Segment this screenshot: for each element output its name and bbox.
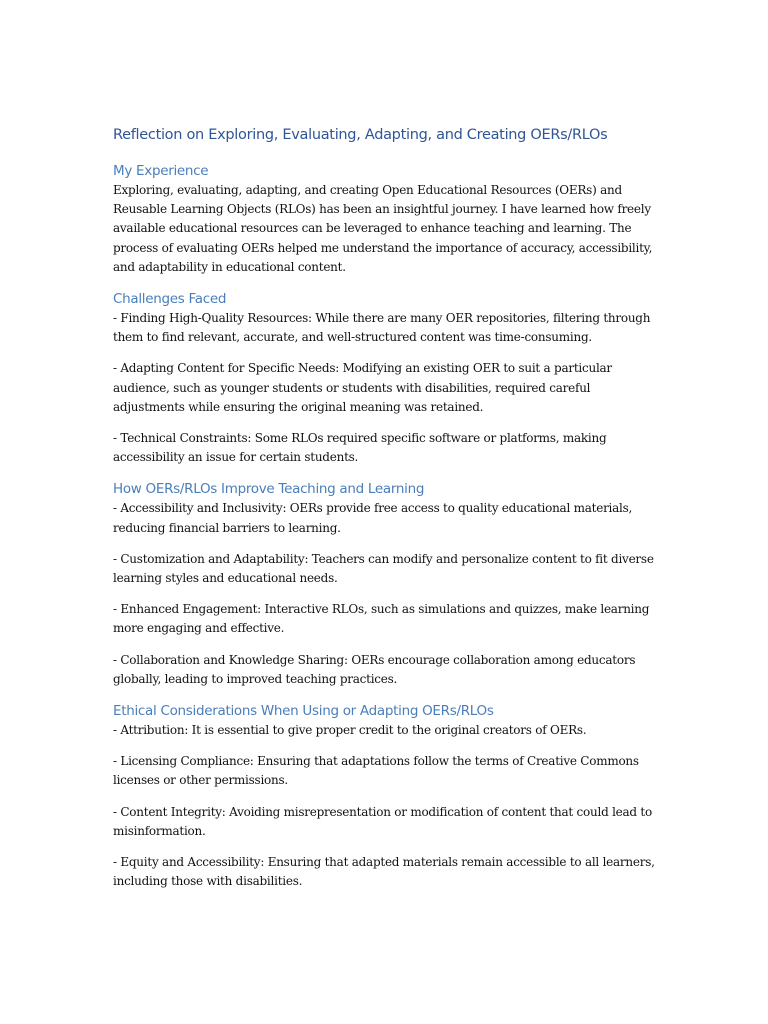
section-how-oers-improve bbox=[113, 479, 661, 689]
section-paragraph: - Collaboration and Knowledge Sharing: OERs encourage collaboration among educators globally, leading to improved teaching practices. bbox=[113, 652, 636, 686]
section-paragraph: - Content Integrity: Avoiding misrepresentation or modification of content that could lead to misinformation. bbox=[113, 804, 652, 838]
section-heading: My Experience bbox=[113, 163, 209, 179]
section-paragraph: - Enhanced Engagement: Interactive RLOs, such as simulations and quizzes, make learning more engaging and effective. bbox=[113, 602, 650, 636]
section-paragraph: - Accessibility and Inclusivity: OERs provide free access to quality educational materials, reducing financial barriers to learning. bbox=[113, 501, 633, 535]
section-paragraph: - Technical Constraints: Some RLOs required specific software or platforms, making accessibility an issue for certain students. bbox=[113, 431, 607, 465]
section-heading: Ethical Considerations When Using or Adapting OERs/RLOs bbox=[113, 703, 494, 720]
document-title: Reflection on Exploring, Evaluating, Adapting, and Creating OERs/RLOs bbox=[113, 127, 608, 143]
document-page bbox=[113, 124, 661, 891]
section-paragraph: - Licensing Compliance: Ensuring that adaptations follow the terms of Creative Commons licenses or other permissions. bbox=[113, 754, 639, 788]
section-paragraph: - Attribution: It is essential to give proper credit to the original creators of OERs. bbox=[113, 723, 587, 738]
section-paragraph: - Finding High-Quality Resources: While there are many OER repositories, filtering through them to find relevant, accurate, and well-structured content was time-consuming. bbox=[113, 311, 651, 345]
section-paragraph: Exploring, evaluating, adapting, and creating Open Educational Resources (OERs) and Reusable Learning Objects (RLOs) has been an insightful journey. I have learned how freely available educational resources can be leveraged to enhance teaching and learning. The process of evaluating OERs helped me understand the importance of accuracy, accessibility, and adaptability in educational content. bbox=[113, 183, 653, 274]
section-paragraph: - Adapting Content for Specific Needs: Modifying an existing OER to suit a particular audience, such as younger students or students with disabilities, required careful adjustments while ensuring the original meaning was retained. bbox=[113, 361, 612, 414]
section-my-experience bbox=[113, 161, 661, 277]
section-paragraph: - Customization and Adaptability: Teachers can modify and personalize content to fit diverse learning styles and educational needs. bbox=[113, 551, 654, 586]
section-ethical-considerations bbox=[113, 701, 661, 891]
section-paragraph: - Equity and Accessibility: Ensuring that adapted materials remain accessible to all learners, including those with disabilities. bbox=[113, 855, 655, 889]
section-challenges-faced bbox=[113, 289, 661, 467]
section-heading: Challenges Faced bbox=[113, 291, 227, 308]
section-heading: How OERs/RLOs Improve Teaching and Learning bbox=[113, 481, 425, 498]
